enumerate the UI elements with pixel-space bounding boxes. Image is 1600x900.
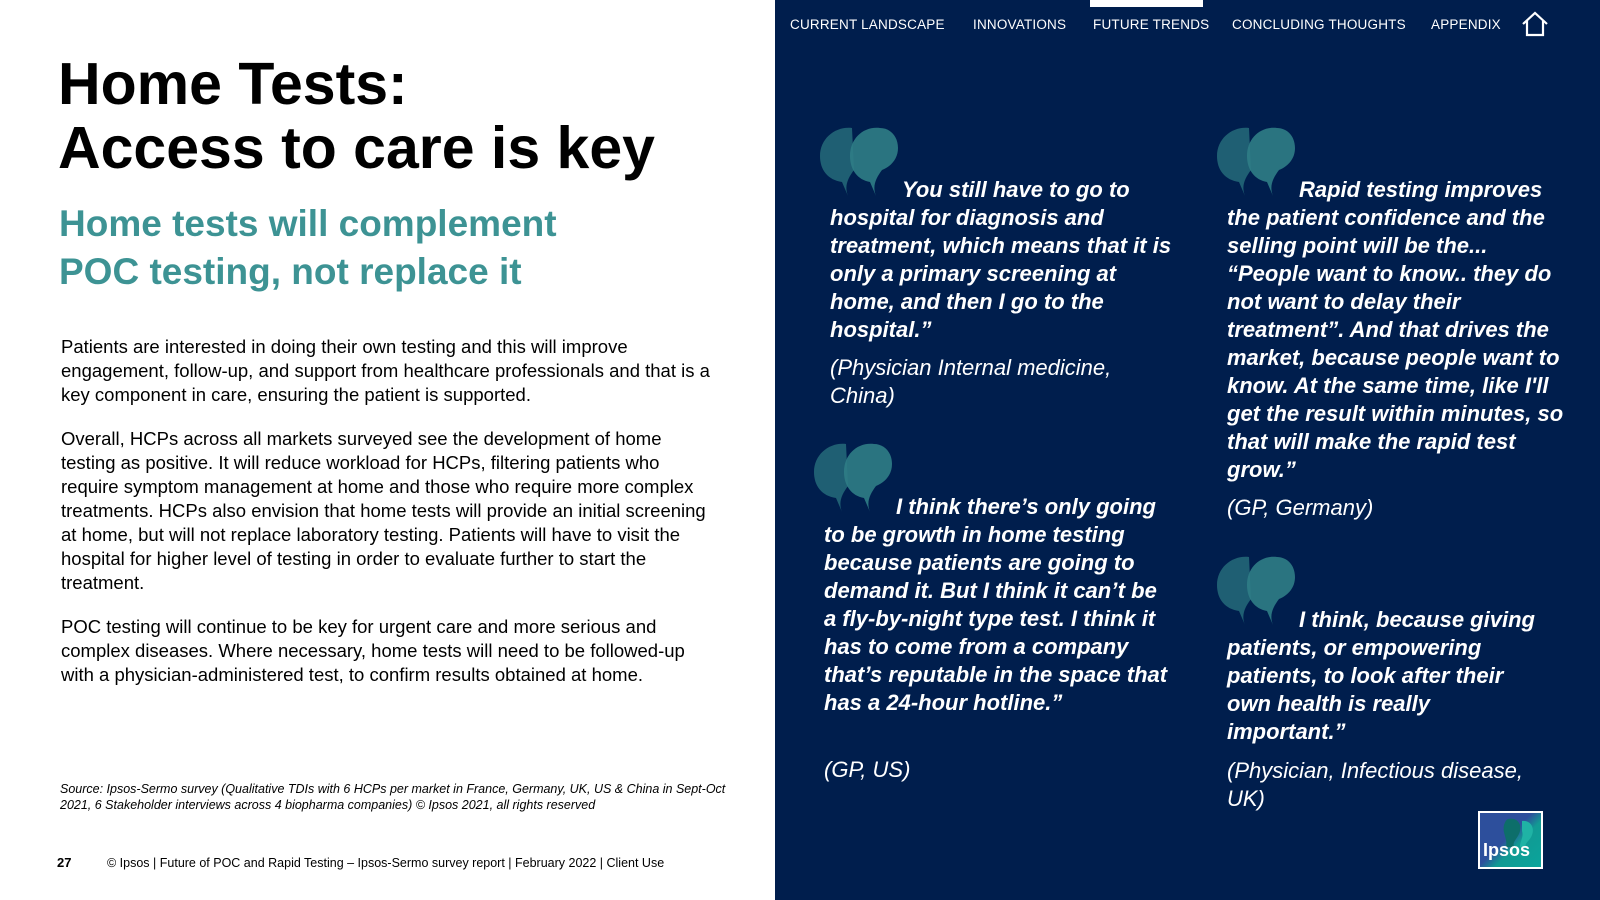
quote-text: Rapid testing improves the patient confidence and the selling point will be the... “People want to know.. they do not want to delay their treatment”. And that drives the market, because people want to know. At the same time, like I'll get the result within minutes, so that will make the rapid test grow.” — [1227, 177, 1564, 482]
page-subtitle — [59, 200, 557, 296]
nav-innovations[interactable]: INNOVATIONS — [973, 17, 1067, 32]
quote-text: I think, because giving patients, or empowering patients, to look after their own health is really important.” — [1227, 607, 1535, 744]
body-paragraph-2: Overall, HCPs across all markets surveyed see the development of home testing as positive. It will reduce workload for HCPs, filtering patients who require symptom management at home and those who require more complex treatments. HCPs also envision that home tests will provide an initial screening at home, but will not replace laboratory testing. Patients will have to visit the hospital for higher level of testing in order to evaluate further to start the treatment. — [61, 428, 706, 593]
page-title — [58, 52, 655, 180]
footer-text: © Ipsos | Future of POC and Rapid Testing – Ipsos-Sermo survey report | February 2022 | Client Use — [107, 856, 665, 870]
title-line-1: Home Tests: — [58, 51, 408, 117]
nav-concluding-thoughts[interactable]: CONCLUDING THOUGHTS — [1232, 17, 1406, 32]
nav-future-trends[interactable]: FUTURE TRENDS — [1093, 17, 1210, 32]
subtitle-line-2: POC testing, not replace it — [59, 251, 522, 292]
title-line-2: Access to care is key — [58, 115, 655, 181]
quote-attribution: (GP, US) — [824, 757, 911, 782]
body-text — [61, 335, 721, 707]
ipsos-logo — [1478, 811, 1543, 869]
source-note: Source: Ipsos-Sermo survey (Qualitative TDIs with 6 HCPs per market in France, Germany, UK, US & China in Sept-Oct 2021, 6 Stakeholder interviews across 4 biopharma companies) © Ipsos 2021, all rights reserved — [60, 782, 726, 812]
quote-attribution: (Physician Internal medicine, China) — [830, 355, 1112, 408]
logo-text: Ipsos — [1483, 840, 1531, 860]
nav-appendix[interactable]: APPENDIX — [1431, 17, 1501, 32]
quote-text: You still have to go to hospital for diagnosis and treatment, which means that it is only a primary screening at home, and then I go to the hospital.” — [830, 177, 1172, 342]
page-number: 27 — [57, 855, 72, 870]
subtitle-line-1: Home tests will complement — [59, 203, 557, 244]
body-paragraph-3: POC testing will continue to be key for urgent care and more serious and complex diseases. Where necessary, home tests will need to be followed-up with a physician-administered test, to confirm results obtained at home. — [61, 616, 685, 685]
quote-attribution: (GP, Germany) — [1227, 495, 1374, 520]
quote-text: I think there’s only going to be growth in home testing because patients are going to demand it. But I think it can’t be a fly-by-night type test. I think it has to come from a company that’s reputable in the space that has a 24-hour hotline.” — [824, 494, 1168, 715]
home-icon[interactable] — [1520, 10, 1550, 38]
quote-attribution: (Physician, Infectious disease, UK) — [1227, 758, 1523, 811]
nav-current-landscape[interactable]: CURRENT LANDSCAPE — [790, 17, 945, 32]
body-paragraph-1: Patients are interested in doing their own testing and this will improve engagement, follow-up, and support from healthcare professionals and that is a key component in care, ensuring the patient is supported. — [61, 336, 710, 405]
nav-active-indicator — [1090, 0, 1203, 7]
